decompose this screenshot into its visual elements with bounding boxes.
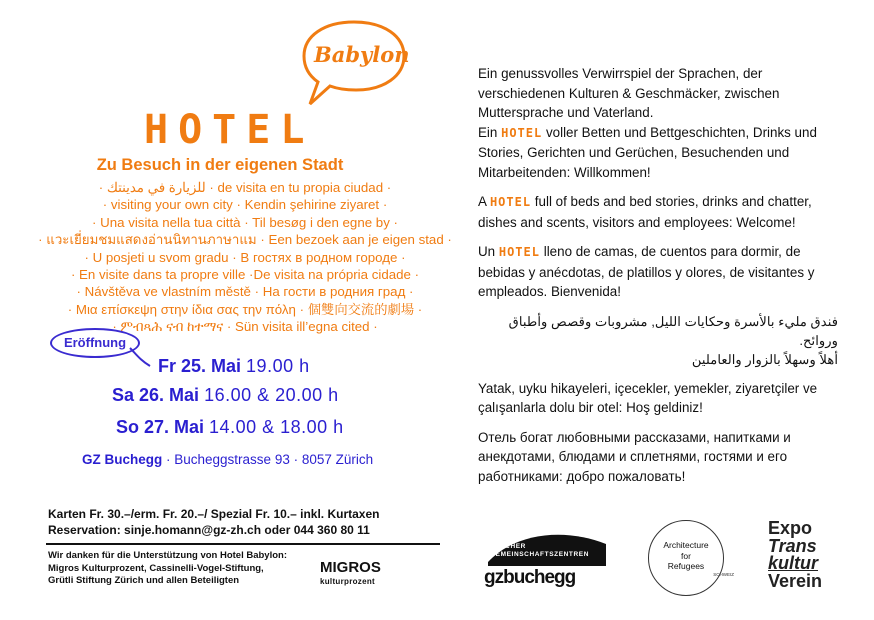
hotel-logo: HOTEL <box>144 107 315 153</box>
date-time: 19.00 h <box>246 356 310 376</box>
venue-name: GZ Buchegg <box>82 452 163 467</box>
afr-line: Refugees <box>667 561 705 571</box>
thanks-line: Migros Kulturprozent, Cassinelli-Vogel-Stiftung, <box>48 562 264 574</box>
ticket-info <box>48 506 379 538</box>
migros-logo <box>320 561 381 589</box>
date-time: 14.00 & 18.00 h <box>209 417 344 437</box>
thanks-line: Grütli Stiftung Zürich und allen Beteiligten <box>48 575 240 586</box>
paragraph-de-prefix: Ein <box>478 124 498 140</box>
ticket-prices: Karten Fr. 30.–/erm. Fr. 20.–/ Spezial Fr. 10.– inkl. Kurtaxen <box>48 507 380 521</box>
afr-line: for <box>681 550 691 561</box>
paragraph-de <box>478 64 838 182</box>
opening-badge: Eröffnung <box>50 328 140 358</box>
paragraph-ru: Отель богат любовными рассказами, напитками и анекдотами, блюдами и сплетнями, гостями и его работниками: добро пожаловать! <box>478 429 791 484</box>
afr-line: Architecture <box>663 540 709 550</box>
multilingual-block <box>30 179 460 336</box>
description-column <box>478 64 838 496</box>
subtitle: Zu Besuch in der eigenen Stadt <box>96 156 344 174</box>
multilingual-line: · แวะเยี่ยมชมแสดงอ่านนิทานภาษาแม · Een bezoek aan je eigen stad · <box>38 232 452 248</box>
paragraph-tr: Yatak, uyku hikayeleri, içecekler, yemekler, ziyaretçiler ve çalışanlarla dolu bir otel: Hoş geldiniz! <box>478 380 818 415</box>
migros-name: MIGROS <box>320 559 381 576</box>
multilingual-line: · Μια επίσκεψη στην ίδια σας την πόλη · 個雙向交流的劇場 · <box>67 301 423 317</box>
hotel-logo-inline: HOTEL <box>489 195 532 209</box>
multilingual-line: · ምብጻሕ ናብ ከተማና · Sün visita ill’egna cited · <box>112 319 378 335</box>
expo-line: Verein <box>768 570 823 591</box>
opening-date-1 <box>158 356 310 377</box>
paragraph-en-rest: full of beds and bed stories, drinks and chatter, dishes and scents, visitors and employees: Welcome! <box>478 194 812 230</box>
paragraph-de-rest: voller Betten und Bettgeschichten, Drinks und Stories, Gerichten und Gerüchen, Besuchenden und Mitarbeitenden: Willkommen! <box>478 124 817 180</box>
migros-sub: kulturprozent <box>320 577 376 586</box>
multilingual-line: · U posjeti u svom gradu · В гостях в родном городе · <box>84 249 406 265</box>
paragraph-en <box>478 192 838 232</box>
hotel-logo-inline: HOTEL <box>501 125 543 140</box>
multilingual-line: · Návštěva ve vlastním městě · На гости в родния град · <box>76 284 414 300</box>
expo-line: Trans <box>768 535 817 556</box>
opening-date-2 <box>112 385 339 406</box>
expo-logo <box>768 520 822 590</box>
reservation-contact: Reservation: sinje.homann@gz-zh.ch oder 044 360 80 11 <box>48 523 370 537</box>
paragraph-es-rest: lleno de camas, de cuentos para dormir, de bebidas y anécdotas, de platillos y olores, de visitantes y empleados. Bienvenida! <box>478 244 815 299</box>
venue-address: · Bucheggstrasse 93 · 8057 Zürich <box>166 452 374 467</box>
paragraph-de-text: Ein genussvolles Verwirrspiel der Sprachen, der verschiedenen Kulturen & Geschmäcker, zwischen Muttersprache und Vaterland. <box>478 66 780 120</box>
expo-line: Expo <box>768 518 813 538</box>
arrow-icon <box>128 346 152 370</box>
paragraph-ar <box>478 312 838 369</box>
date-time: 16.00 & 20.00 h <box>204 385 339 405</box>
opening-date-3 <box>116 417 344 438</box>
divider <box>46 543 440 545</box>
venue <box>82 452 373 467</box>
gz-logo-name: gzbuchegg <box>484 567 576 588</box>
date-day: Fr 25. Mai <box>158 356 242 376</box>
date-day: So 27. Mai <box>116 417 205 437</box>
multilingual-line: · Una visita nella tua città · Til besøg i den egne by · <box>92 214 398 230</box>
paragraph-es-prefix: Un <box>478 244 496 259</box>
paragraph-ar-line: فندق مليء بالأسرة وحكايات الليل, مشروبات وقصص وأطباق وروائح. <box>508 313 838 348</box>
afr-logo-text <box>650 540 722 572</box>
paragraph-en-prefix: A <box>478 194 487 209</box>
gz-logo-top-text: ZÜRCHER GEMEINSCHAFTSZENTREN <box>490 543 590 558</box>
multilingual-line: · En visite dans ta propre ville ·De visita na própria cidade · <box>70 267 420 283</box>
bubble-title: Babylon <box>314 42 410 67</box>
paragraph-es <box>478 242 838 302</box>
hotel-logo-inline: HOTEL <box>498 245 540 259</box>
multilingual-line: · visiting your own city · Kendin şehirine ziyaret · <box>102 197 388 213</box>
multilingual-line: · للزيارة في مدينتك · de visita en tu propia ciudad · <box>98 180 392 195</box>
paragraph-ar-line: أهلاً وسهلاً بالزوار والعاملين <box>691 351 838 367</box>
afr-logo-small: SCHWEIZ <box>713 572 734 577</box>
thanks-line: Wir danken für die Unterstützung von Hotel Babylon: <box>48 550 288 561</box>
expo-line: kultur <box>768 553 819 573</box>
sponsor-thanks <box>48 550 287 588</box>
date-day: Sa 26. Mai <box>112 385 200 405</box>
